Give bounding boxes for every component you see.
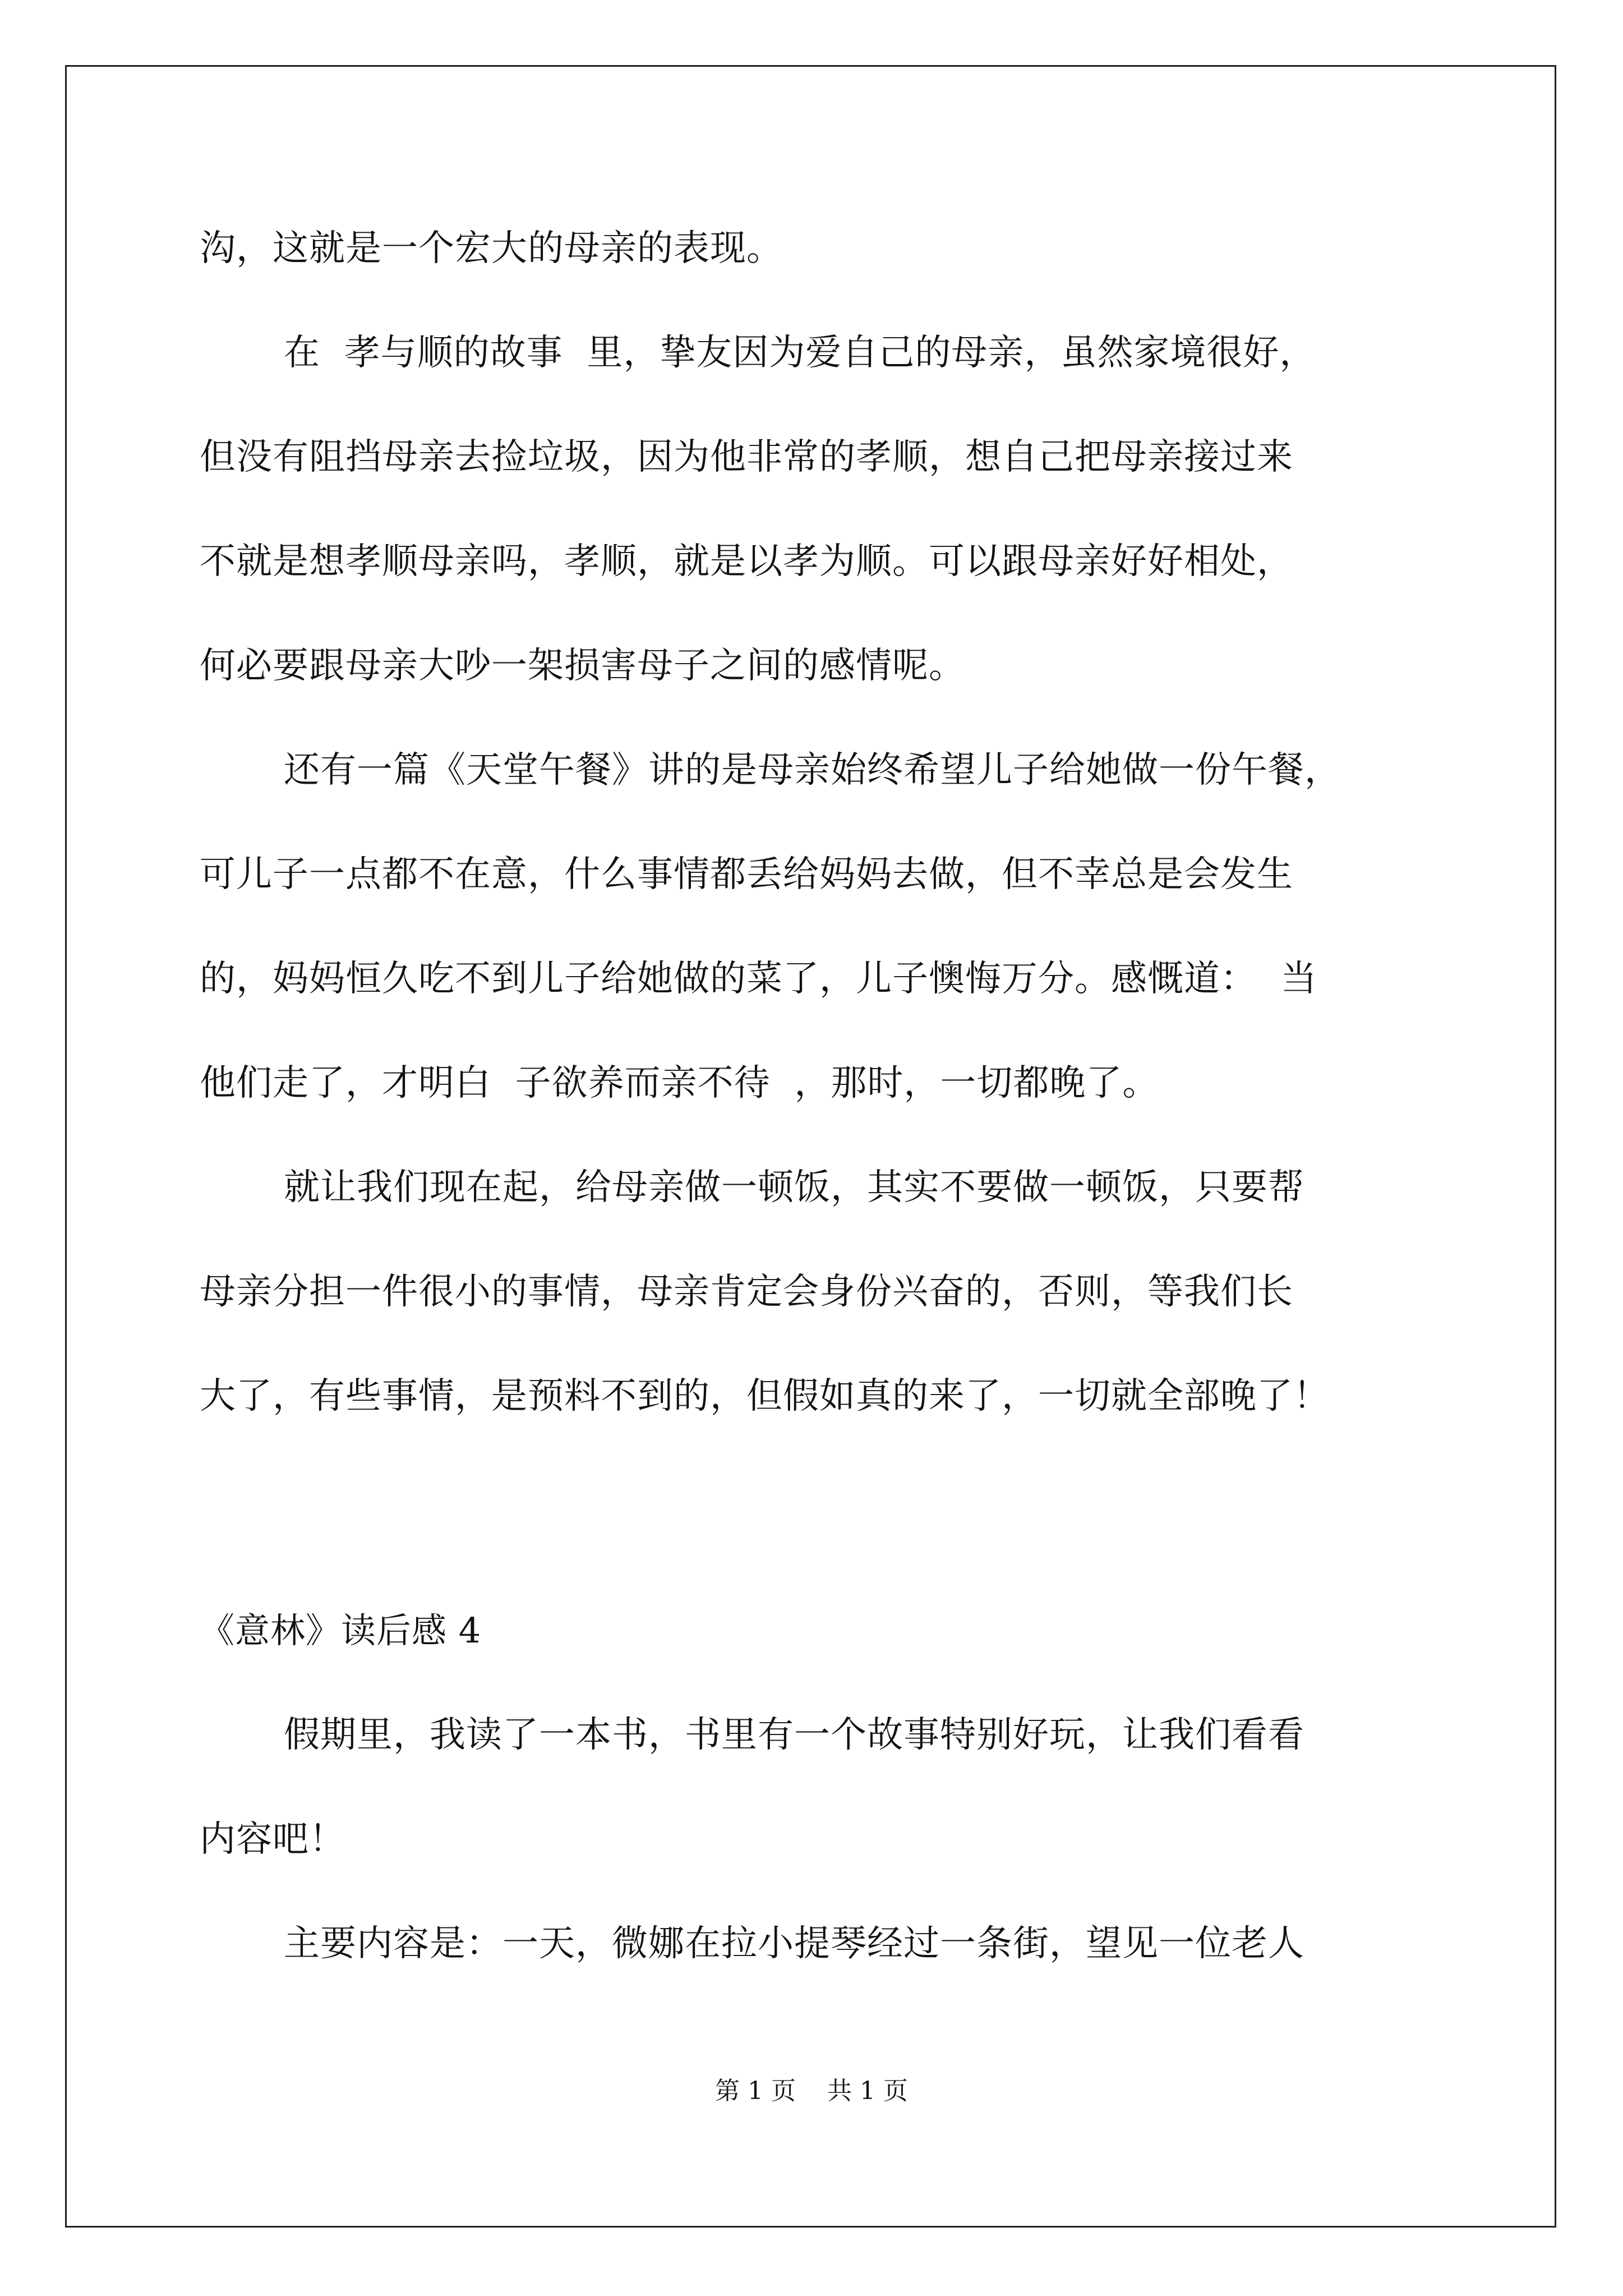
text-line: 何必要跟母亲大吵一架损害母子之间的感情呢。 — [200, 645, 965, 687]
text-line: 的，妈妈恒久吃不到儿子给她做的菜了，儿子懊悔万分。感慨道： 当 — [200, 958, 1317, 1000]
text-line: 不就是想孝顺母亲吗，孝顺，就是以孝为顺。可以跟母亲好好相处， — [200, 541, 1293, 582]
text-line: 但没有阻挡母亲去捡垃圾，因为他非常的孝顺，想自己把母亲接过来 — [200, 436, 1293, 478]
page-footer: 第 1 页 共 1 页 — [715, 2077, 908, 2105]
paragraph-start-line: 就让我们现在起，给母亲做一顿饭，其实不要做一顿饭，只要帮 — [284, 1167, 1304, 1208]
text-line: 大了，有些事情，是预料不到的，但假如真的来了，一切就全部晚了！ — [200, 1375, 1330, 1417]
text-line: 他们走了，才明白 子欲养而亲不待 ，那时，一切都晚了。 — [200, 1062, 1159, 1104]
paragraph-start-line: 还有一篇《天堂午餐》讲的是母亲始终希望儿子给她做一份午餐， — [284, 749, 1341, 791]
page-border — [65, 65, 1556, 2228]
text-line: 可儿子一点都不在意，什么事情都丢给妈妈去做，但不幸总是会发生 — [200, 854, 1293, 895]
text-line: 母亲分担一件很小的事情，母亲肯定会身份兴奋的，否则，等我们长 — [200, 1271, 1293, 1313]
text-line: 沟，这就是一个宏大的母亲的表现。 — [200, 228, 783, 269]
paragraph-start-line: 假期里，我读了一本书，书里有一个故事特别好玩，让我们看看 — [284, 1714, 1304, 1756]
paragraph-start-line: 主要内容是：一天，微娜在拉小提琴经过一条街，望见一位老人 — [284, 1923, 1304, 1964]
section-heading: 《意林》读后感 4 — [200, 1610, 482, 1651]
text-line: 内容吧！ — [200, 1819, 345, 1860]
paragraph-start-line: 在 孝与顺的故事 里，挚友因为爱自己的母亲，虽然家境很好， — [284, 332, 1316, 374]
